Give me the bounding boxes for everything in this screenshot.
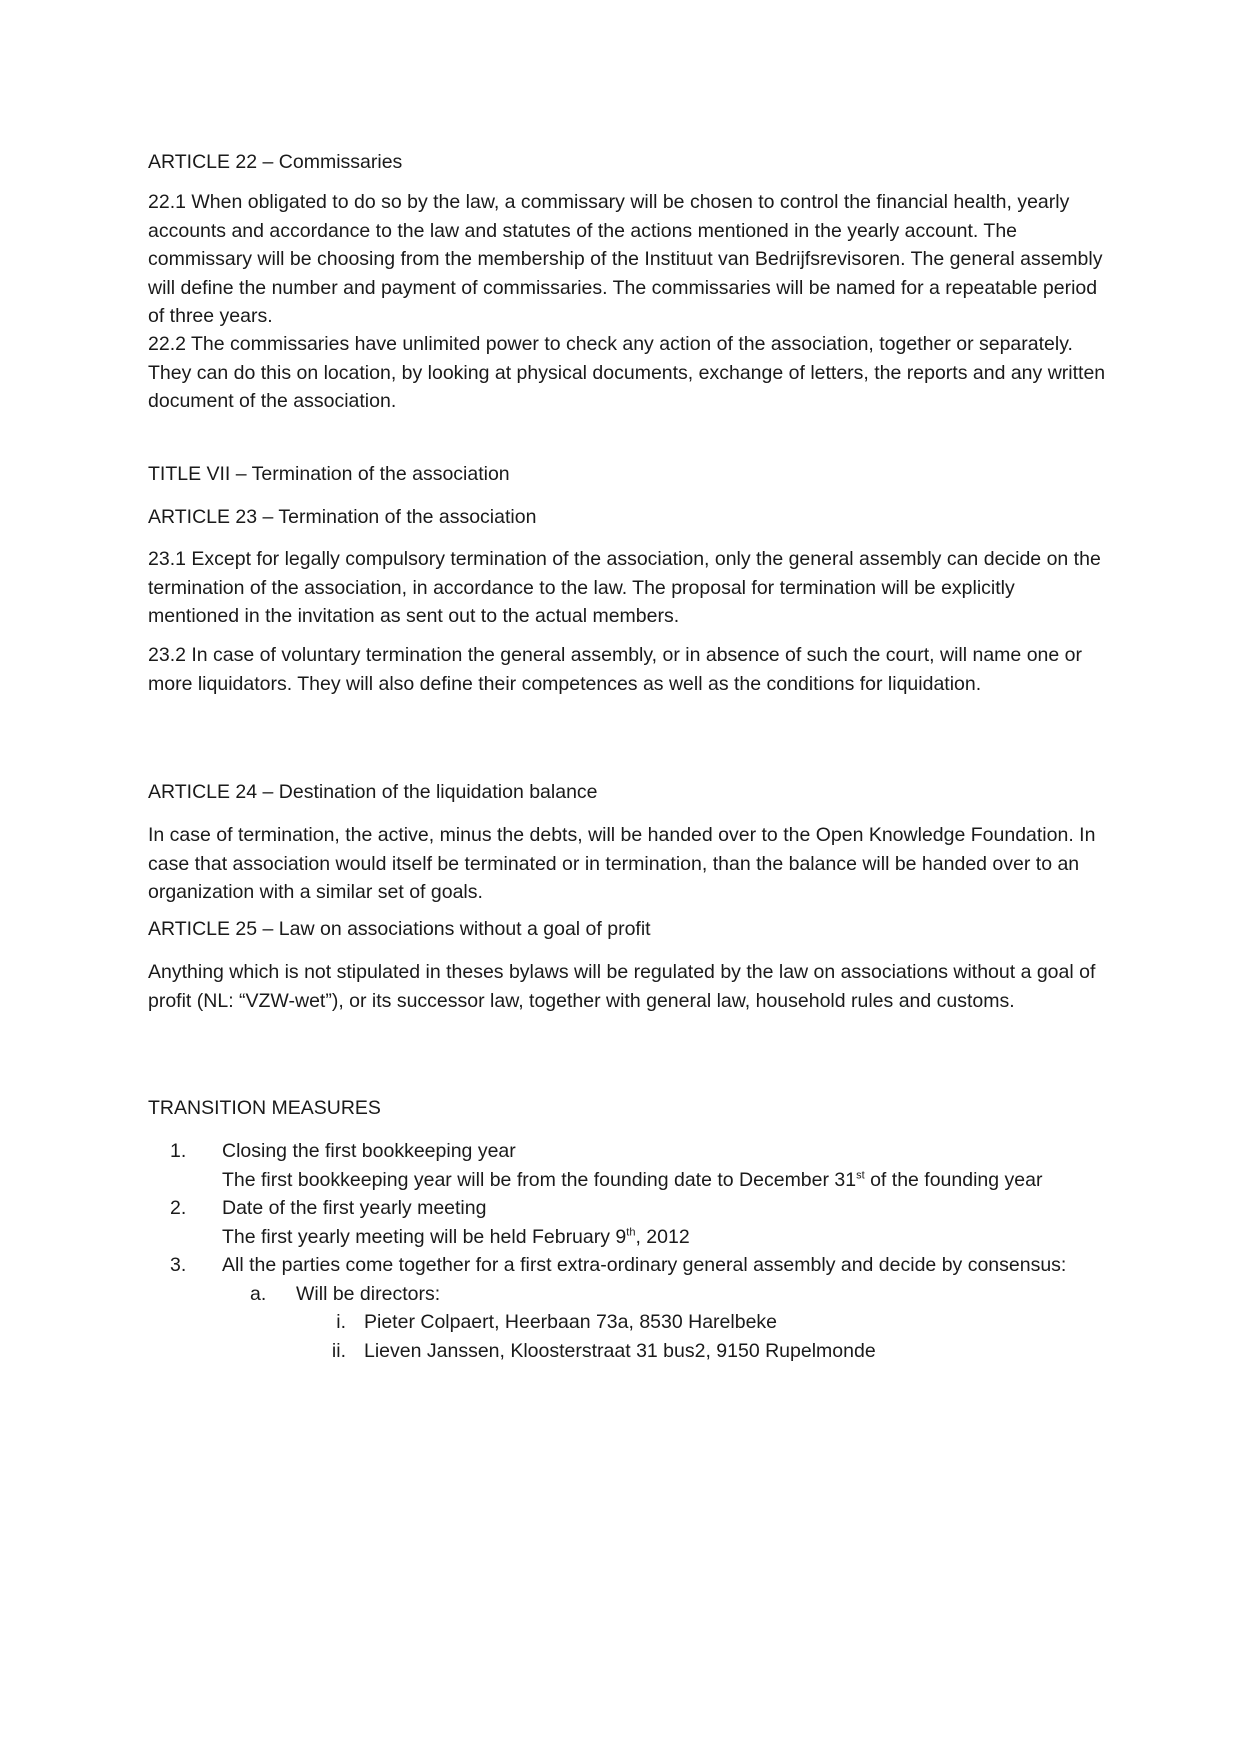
list-item-text-part: , 2012 [635, 1225, 690, 1248]
article-24-paragraph-wrap [148, 821, 1108, 907]
list-item [148, 1251, 1108, 1365]
director-item [296, 1337, 1108, 1366]
list-item-text [222, 1166, 1108, 1195]
article-24-heading: ARTICLE 24 – Destination of the liquidation balance [148, 781, 598, 803]
title-7-section [148, 460, 1108, 488]
article-22-1-paragraph: 22.1 When obligated to do so by the law, a commissary will be chosen to control the financial health, yearly accounts and accordance to the law and statutes of the actions mentioned in the yearly account. The commissary will be choosing from the membership of the Instituut van Bedrijfsrevisoren. The general assembly will define the number and payment of commissaries. The commissaries will be named for a repeatable period of three years. [148, 191, 1103, 327]
roman-marker: ii. [331, 1339, 346, 1362]
list-item-text-part: of the founding year [864, 1168, 1043, 1191]
list-item-text-part: The first bookkeeping year will be from the founding date to December 31 [222, 1168, 857, 1191]
list-item [148, 1194, 1108, 1251]
ordinal-suffix: th [626, 1226, 636, 1238]
article-25-section [148, 915, 1108, 943]
title-7-heading: TITLE VII – Termination of the association [148, 463, 510, 485]
article-23-section [148, 503, 1108, 531]
director-entry: Lieven Janssen, Kloosterstraat 31 bus2, 9150 Rupelmonde [364, 1339, 876, 1362]
article-22-2-paragraph-wrap [148, 330, 1108, 416]
article-22-1-paragraph-wrap [148, 188, 1108, 331]
article-23-heading: ARTICLE 23 – Termination of the association [148, 506, 537, 528]
article-25-heading: ARTICLE 25 – Law on associations without a goal of profit [148, 918, 651, 940]
article-22-section [148, 148, 1108, 176]
article-23-1-paragraph: 23.1 Except for legally compulsory termination of the association, only the general assembly can decide on the termination of the association, in accordance to the law. The proposal for termination will be explicitly mentioned in the invitation as sent out to the actual members. [148, 548, 1101, 627]
article-23-2-paragraph-wrap [148, 641, 1108, 698]
transition-list [148, 1137, 1108, 1365]
ordinal-suffix: st [856, 1169, 865, 1181]
list-item-title: Closing the first bookkeeping year [222, 1140, 516, 1162]
director-entry: Pieter Colpaert, Heerbaan 73a, 8530 Harelbeke [364, 1311, 778, 1333]
director-item [296, 1308, 1108, 1337]
article-25-paragraph-wrap [148, 958, 1108, 1015]
article-24-section [148, 778, 1108, 806]
list-item-text-part: The first yearly meeting will be held February 9 [222, 1225, 627, 1248]
article-22-2-paragraph: 22.2 The commissaries have unlimited power to check any action of the association, together or separately. They can do this on location, by looking at physical documents, exchange of letters, the reports and any written document of the association. [148, 333, 1106, 412]
sub-list-marker: a. [250, 1282, 267, 1305]
transition-section [148, 1094, 1108, 1122]
article-24-paragraph: In case of termination, the active, minus the debts, will be handed over to the Open Knowledge Foundation. In case that association would itself be terminated or in termination, than the balance will be handed over to an organization with a similar set of goals. [148, 824, 1096, 903]
list-item [148, 1137, 1108, 1194]
list-item-title: Date of the first yearly meeting [222, 1197, 487, 1219]
sub-list-item [222, 1280, 1108, 1366]
list-item-text [222, 1223, 1108, 1252]
sub-list-item-title: Will be directors: [296, 1282, 441, 1305]
article-22-heading: ARTICLE 22 – Commissaries [148, 151, 403, 173]
article-25-paragraph: Anything which is not stipulated in theses bylaws will be regulated by the law on associations without a goal of profit (NL: “VZW-wet”), or its successor law, together with general law, household rules and customs. [148, 961, 1096, 1012]
list-marker: 2. [170, 1197, 187, 1219]
transition-heading: TRANSITION MEASURES [148, 1097, 381, 1119]
list-marker: 1. [170, 1140, 187, 1162]
roman-marker: i. [336, 1311, 346, 1333]
list-marker: 3. [170, 1254, 187, 1276]
list-item-title: All the parties come together for a first extra-ordinary general assembly and decide by consensus: [222, 1254, 1067, 1276]
article-23-1-paragraph-wrap [148, 545, 1108, 631]
article-23-2-paragraph: 23.2 In case of voluntary termination the general assembly, or in absence of such the court, will name one or more liquidators. They will also define their competences as well as the conditions for liquidation. [148, 644, 1082, 695]
